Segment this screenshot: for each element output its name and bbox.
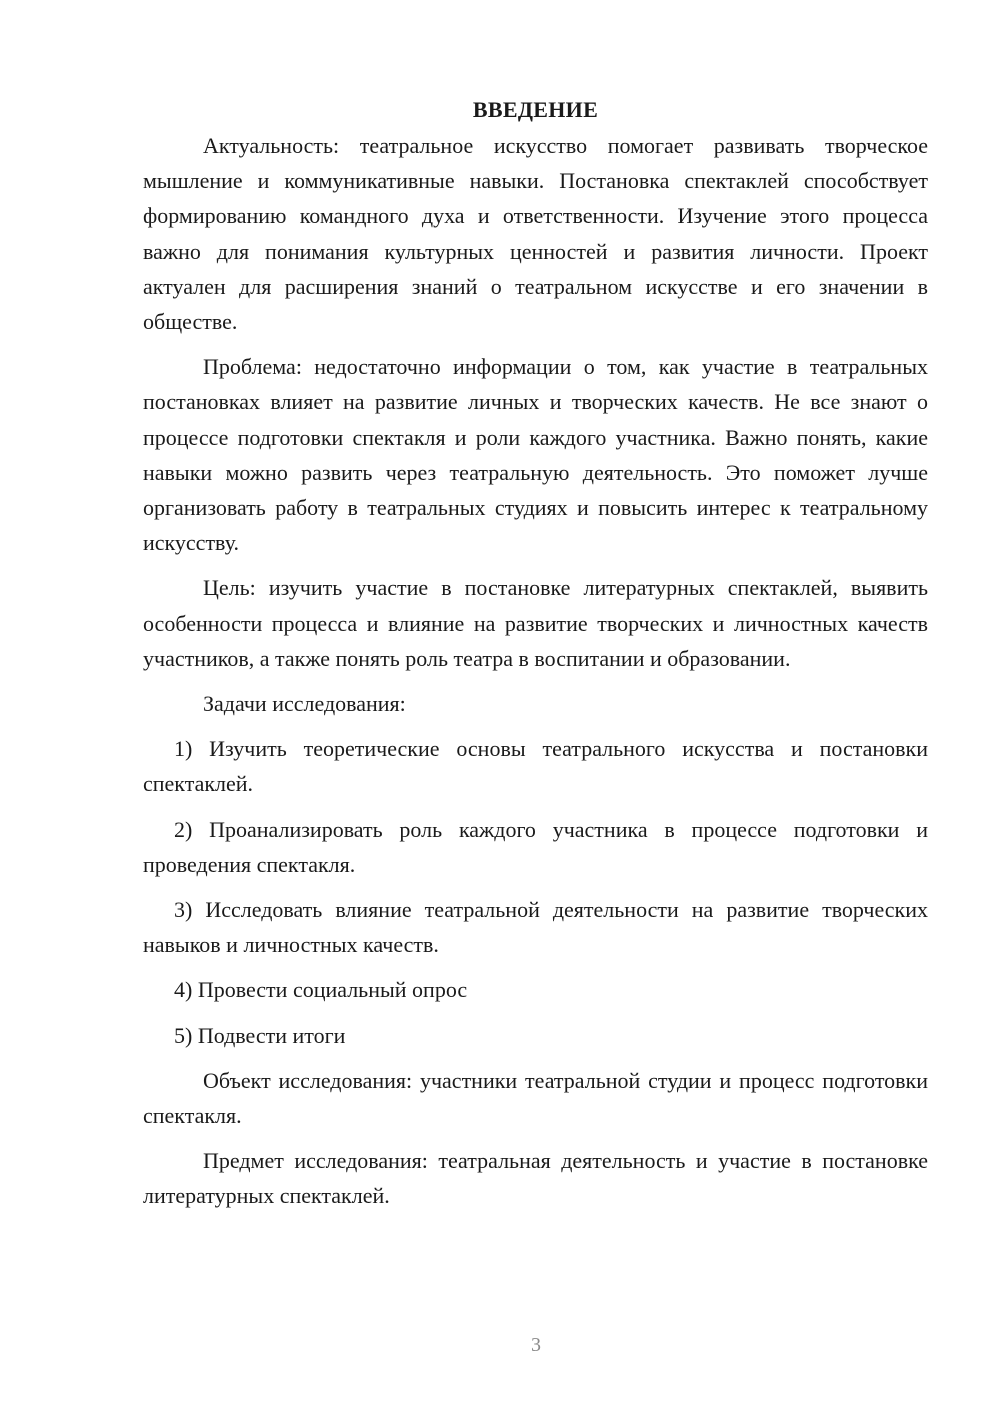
document-page bbox=[143, 94, 928, 1224]
task-item-1: 1) Изучить теоретические основы театрального искусства и постановки спектаклей. bbox=[143, 736, 928, 797]
task-item-3: 3) Исследовать влияние театральной деятельности на развитие творческих навыков и личностных качеств. bbox=[143, 897, 928, 958]
page-title: ВВЕДЕНИЕ bbox=[472, 97, 599, 122]
page-number: 3 bbox=[531, 1334, 541, 1356]
paragraph-subject: Предмет исследования: театральная деятельность и участие в постановке литературных спектаклей. bbox=[143, 1148, 928, 1209]
paragraph-relevance: Актуальность: театральное искусство помогает развивать творческое мышление и коммуникативные навыки. Постановка спектаклей способствует формированию командного духа и ответственности. Изучение этого процесса важно для понимания культурных ценностей и развития личности. Проект актуален для расширения знаний о театральном искусстве и его значении в обществе. bbox=[143, 133, 928, 335]
paragraph-tasks-heading: Задачи исследования: bbox=[203, 691, 406, 717]
task-item-5: 5) Подвести итоги bbox=[174, 1022, 346, 1048]
task-item-4: 4) Провести социальный опрос bbox=[174, 977, 468, 1003]
paragraph-problem: Проблема: недостаточно информации о том, как участие в театральных постановках влияет на развитие личных и творческих качеств. Не все знают о процессе подготовки спектакля и роли каждого участника. Важно понять, какие навыки можно развить через театральную деятельность. Это поможет лучше организовать работу в театральных студиях и повысить интерес к театральному искусству. bbox=[143, 354, 928, 556]
paragraph-object: Объект исследования: участники театральной студии и процесс подготовки спектакля. bbox=[143, 1067, 928, 1129]
task-item-2: 2) Проанализировать роль каждого участника в процессе подготовки и проведения спектакля. bbox=[143, 816, 928, 877]
paragraph-goal: Цель: изучить участие в постановке литературных спектаклей, выявить особенности процесса и влияние на развитие творческих и личностных качеств участников, а также понять роль театра в воспитании и образовании. bbox=[143, 575, 928, 671]
